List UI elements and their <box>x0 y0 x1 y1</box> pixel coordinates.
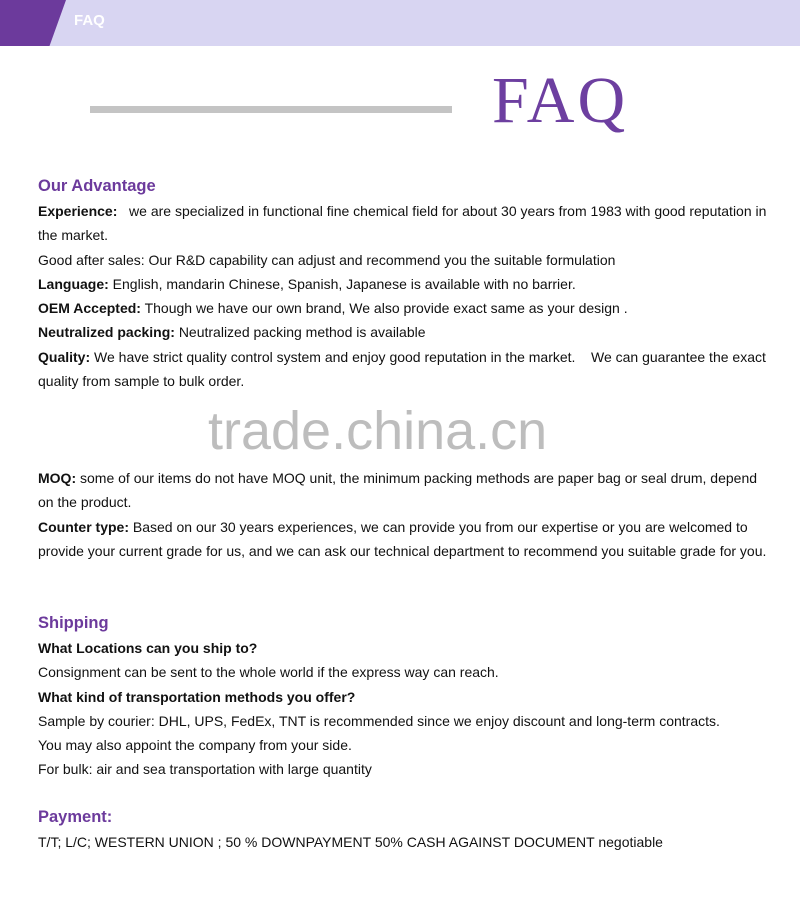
shipping-answer-2-line-3: For bulk: air and sea transportation with large quantity <box>38 761 372 778</box>
oem-text: Though we have our own brand, We also provide exact same as your design . <box>144 300 628 317</box>
packing-label: Neutralized packing: <box>38 324 175 341</box>
watermark: trade.china.cn <box>208 401 548 461</box>
moq-item <box>38 466 768 515</box>
header-tab-label: FAQ <box>74 12 105 29</box>
experience-text: we are specialized in functional fine chemical field for about 30 years from 1983 with good reputation in the market. <box>38 203 767 244</box>
shipping-question-1: What Locations can you ship to? <box>38 640 258 656</box>
moq-section <box>38 466 768 563</box>
language-item <box>38 272 768 296</box>
shipping-answer-2-line-1: Sample by courier: DHL, UPS, FedEx, TNT is recommended since we enjoy discount and long-term contracts. <box>38 712 720 729</box>
moq-label: MOQ: <box>38 470 77 486</box>
quality-label: Quality: <box>38 348 91 365</box>
shipping-section <box>38 612 768 782</box>
shipping-answer-2-line-2: You may also appoint the company from your side. <box>38 737 352 754</box>
title-rule <box>90 106 452 113</box>
experience-label: Experience: <box>38 203 118 219</box>
language-text: English, mandarin Chinese, Spanish, Japanese is available with no barrier. <box>112 275 576 292</box>
packing-text: Neutralized packing method is available <box>178 324 426 341</box>
counter-type-text: Based on our 30 years experiences, we can provide you from our expertise or you are welcomed to provide your current grade for us, and we can ask our technical department to recommend you suitable grade for you. <box>38 518 767 559</box>
oem-label: OEM Accepted: <box>38 300 141 317</box>
payment-text: T/T; L/C; WESTERN UNION ; 50 % DOWNPAYMENT 50% CASH AGAINST DOCUMENT negotiable <box>38 834 663 850</box>
after-sales-text: Good after sales: Our R&D capability can adjust and recommend you the suitable formulation <box>38 251 616 268</box>
shipping-question-2: What kind of transportation methods you offer? <box>38 688 356 705</box>
header-banner <box>0 0 800 46</box>
quality-item <box>38 345 768 394</box>
advantage-heading: Our Advantage <box>38 177 156 195</box>
counter-type-label: Counter type: <box>38 518 129 535</box>
payment-section <box>38 806 768 854</box>
shipping-heading: Shipping <box>38 614 109 632</box>
oem-item <box>38 296 768 320</box>
experience-item <box>38 199 768 248</box>
page-title: FAQ <box>492 64 629 137</box>
moq-text: some of our items do not have MOQ unit, the minimum packing methods are paper bag or seal drum, depend on the product. <box>38 470 758 511</box>
quality-text: We have strict quality control system and enjoy good reputation in the market. We can guarantee the exact quality from sample to bulk order. <box>38 348 770 390</box>
shipping-answer-1: Consignment can be sent to the whole world if the express way can reach. <box>38 664 499 681</box>
packing-item <box>38 320 768 344</box>
advantage-section <box>38 175 768 393</box>
language-label: Language: <box>38 275 109 292</box>
header-tab-shape <box>0 0 66 46</box>
counter-type-item <box>38 515 768 564</box>
payment-heading: Payment: <box>38 808 113 826</box>
